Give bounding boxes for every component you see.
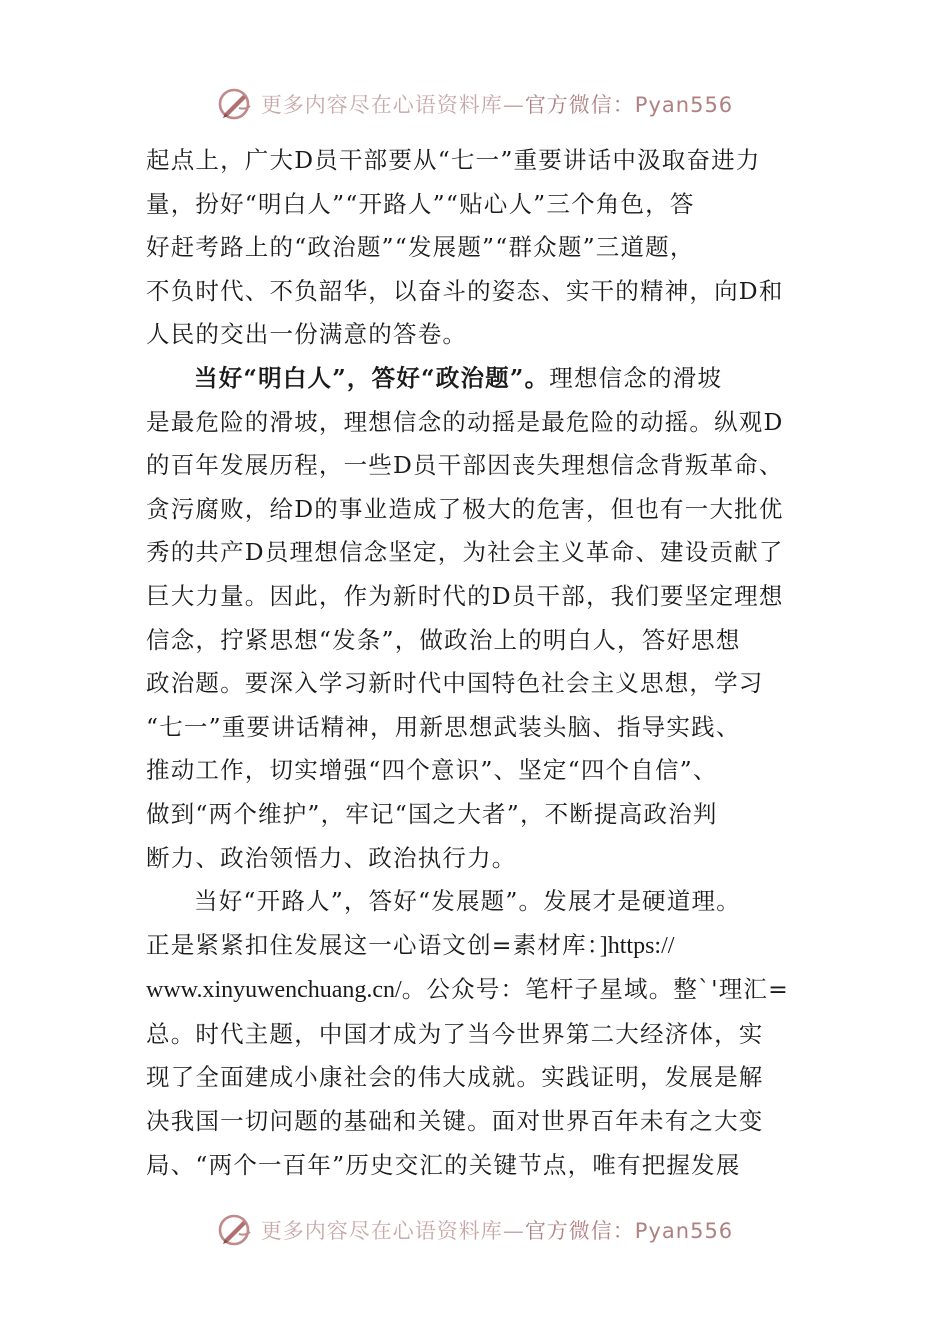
paragraph-2 — [146, 357, 806, 880]
banner-contact: 官方微信：Pyan556 — [524, 1219, 734, 1243]
text-line: 好赶考路上的“政治题”“发展题”“群众题”三道题， — [146, 233, 695, 262]
text-line: 总。时代主题，中国才成为了当今世界第二大经济体，实 — [146, 1019, 764, 1048]
text-line: 局、“两个一百年”历史交汇的关键节点，唯有把握发展 — [146, 1150, 741, 1179]
header-banner — [0, 84, 950, 124]
section-heading: 当好“明白人”，答好“政治题”。 — [194, 363, 550, 392]
pen-seal-icon — [217, 86, 253, 122]
text-line — [146, 357, 806, 401]
banner-text — [261, 89, 733, 119]
text-line: 信念，拧紧思想“发条”，做政治上的明白人，答好思想 — [146, 625, 741, 654]
banner-contact: 官方微信：Pyan556 — [524, 93, 734, 117]
text-line: 巨大力量。因此，作为新时代的D员干部，我们要坚定理想 — [146, 581, 784, 610]
banner-text — [261, 1215, 733, 1245]
url-fragment: ]https:// — [599, 932, 675, 959]
text-run: 正是紧紧扣住发展这一心语文创=素材库： — [146, 930, 600, 959]
text-line: “七一”重要讲话精神，用新思想武装头脑、指导实践、 — [146, 712, 741, 741]
text-line: 现了全面建成小康社会的伟大成就。实践证明，发展是解 — [146, 1063, 764, 1092]
paragraph-3 — [146, 880, 806, 1187]
text-line: 量，扮好“明白人”“开路人”“贴心人”三个角色，答 — [146, 189, 695, 218]
document-body — [146, 139, 806, 1187]
text-line — [146, 924, 806, 969]
text-line — [146, 968, 806, 1013]
banner-separator: — — [502, 93, 525, 117]
text-line: 的百年发展历程，一些D员干部因丧失理想信念背叛革命、 — [146, 451, 784, 480]
text-line: 秀的共产D员理想信念坚定，为社会主义革命、建设贡献了 — [146, 538, 784, 567]
text-line: 是最危险的滑坡，理想信念的动摇是最危险的动摇。纵观D — [146, 407, 784, 436]
text-line: 当好“开路人”，答好“发展题”。发展才是硬道理。 — [194, 887, 741, 916]
text-line: 人民的交出一份满意的答卷。 — [146, 320, 468, 349]
text-line: 做到“两个维护”，牢记“国之大者”，不断提高政治判 — [146, 799, 718, 828]
text-line: 起点上，广大D员干部要从“七一”重要讲话中汲取奋进力 — [146, 146, 761, 174]
text-line: 决我国一切问题的基础和关键。面对世界百年未有之大变 — [146, 1107, 764, 1136]
banner-title: 更多内容尽在心语资料库 — [260, 93, 503, 117]
text-line: 推动工作，切实增强“四个意识”、坚定“四个自信”、 — [146, 756, 718, 785]
pen-seal-icon — [217, 1212, 253, 1248]
url-fragment: www.xinyuwenchuang.cn/ — [146, 977, 402, 1004]
text-line: 断力、政治领悟力、政治执行力。 — [146, 843, 517, 872]
text-run: 。公众号：笔杆子星域。整`'理汇= — [401, 975, 790, 1004]
text-line: 不负时代、不负韶华，以奋斗的姿态、实干的精神，向D和 — [146, 276, 784, 305]
text-line: 政治题。要深入学习新时代中国特色社会主义思想，学习 — [146, 669, 764, 698]
footer-banner — [0, 1210, 950, 1250]
paragraph-1 — [146, 139, 806, 357]
text-line: 贪污腐败，给D的事业造成了极大的危害，但也有一大批优 — [146, 494, 784, 523]
banner-separator: — — [502, 1219, 525, 1243]
text-run: 理想信念的滑坡 — [549, 363, 723, 392]
banner-title: 更多内容尽在心语资料库 — [260, 1219, 503, 1243]
